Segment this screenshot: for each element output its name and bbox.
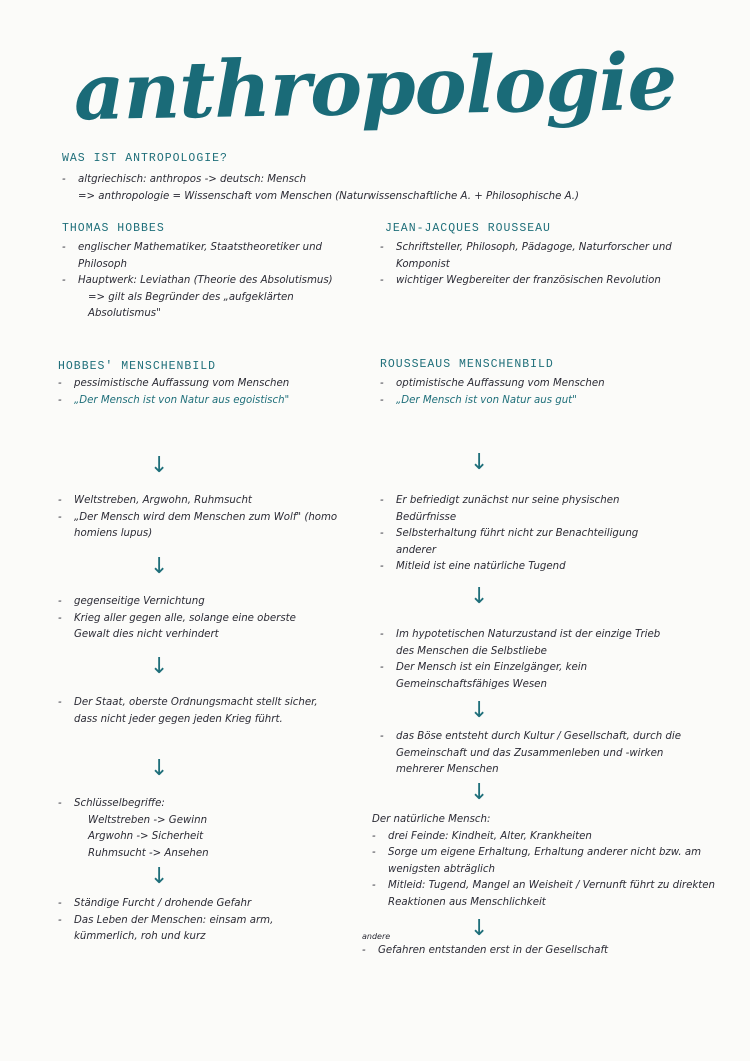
hobbes-b5-line: Weltstreben -> Gewinn: [88, 814, 208, 826]
hobbes-bio-item: Hauptwerk: Leviathan (Theorie des Absolutismus): [78, 275, 333, 286]
rousseau-heading: JEAN-JACQUES ROUSSEAU: [385, 222, 551, 235]
hobbes-b3-item: Krieg aller gegen alle, solange eine oberste Gewalt dies nicht verhindert: [74, 612, 296, 640]
rousseau-b3-item: Im hypotetischen Naturzustand ist der einzige Trieb des Menschen die Selbstliebe: [396, 629, 661, 657]
hobbes-block-4: - Der Staat, oberste Ordnungsmacht stellt sicher, dass nicht jeder gegen jeden Krieg führt.: [58, 697, 318, 725]
hobbes-b3-item: gegenseitige Vernichtung: [74, 596, 205, 607]
rousseau-bio: - Schriftsteller, Philosoph, Pädagoge, Naturforscher und Komponist - wichtiger Wegbereiter der französischen Revolution: [380, 242, 672, 286]
rousseau-b5-item: Sorge um eigene Erhaltung, Erhaltung anderer nicht bzw. am wenigsten abträglich: [388, 847, 702, 875]
hobbes-arrow-2: ↓: [150, 554, 169, 579]
hobbes-b4-item: Der Staat, oberste Ordnungsmacht stellt sicher, dass nicht jeder gegen jeden Krieg führt.: [74, 697, 318, 725]
hobbes-block-2: - Weltstreben, Argwohn, Ruhmsucht - „Der Mensch wird dem Menschen zum Wolf" (homo homiens lupus): [58, 495, 338, 539]
hobbes-bio-note: => gilt als Begründer des „aufgeklärten Absolutismus": [88, 291, 294, 319]
hobbes-arrow-1: ↓: [150, 453, 169, 478]
intro-heading: WAS IST ANTROPOLOGIE?: [62, 152, 228, 165]
hobbes-b5-line: Argwohn -> Sicherheit: [88, 831, 204, 842]
hobbes-block-6: - Ständige Furcht / drohende Gefahr - Das Leben der Menschen: einsam arm, kümmerlich, roh und kurz: [58, 898, 274, 942]
rousseau-b2-item: Mitleid ist eine natürliche Tugend: [396, 561, 566, 572]
hobbes-bio-item: englischer Mathematiker, Staatstheoretiker und Philosoph: [78, 242, 323, 270]
rousseau-bio-item: wichtiger Wegbereiter der französischen Revolution: [396, 275, 661, 286]
rousseau-block-3: - Im hypotetischen Naturzustand ist der einzige Trieb des Menschen die Selbstliebe - Der Mensch ist ein Einzelgänger, kein Gemeinschaftsfähiges Wesen: [380, 629, 661, 690]
rousseau-arrow-4: ↓: [470, 780, 489, 805]
rousseau-b6-item: Gefahren entstanden erst in der Gesellschaft: [378, 945, 609, 956]
hobbes-b5-line: Ruhmsucht -> Ansehen: [88, 847, 209, 859]
rousseau-b1-quote: „Der Mensch ist von Natur aus gut": [396, 394, 577, 406]
hobbes-bio: - englischer Mathematiker, Staatstheoretiker und Philosoph - Hauptwerk: Leviathan (Theorie des Absolutismus) => gilt als Begründer des „aufgeklärten Absolutismus": [62, 240, 347, 323]
hobbes-heading: THOMAS HOBBES: [62, 222, 165, 235]
hobbes-block-3: - gegenseitige Vernichtung - Krieg aller gegen alle, solange eine oberste Gewalt dies nicht verhindert: [58, 596, 296, 640]
rousseau-b4-item: das Böse entsteht durch Kultur / Gesellschaft, durch die Gemeinschaft und das Zusammenleben und -wirken mehrerer Menschen: [396, 731, 681, 775]
hobbes-b5-label: Schlüsselbegriffe:: [74, 798, 165, 809]
rousseau-b5-item: drei Feinde: Kindheit, Alter, Krankheiten: [388, 830, 592, 842]
intro-line-2: => anthropologie = Wissenschaft vom Menschen (Naturwissenschaftliche A. + Philosophische A.): [78, 190, 579, 202]
rousseau-block-6: - Gefahren entstanden erst in der Gesellschaft: [362, 945, 609, 956]
rousseau-block-2: - Er befriedigt zunächst nur seine physischen Bedürfnisse - Selbsterhaltung führt nicht zur Benachteiligung anderer - Mitleid ist eine natürliche Tugend: [380, 495, 639, 572]
hobbes-arrow-5: ↓: [150, 864, 169, 889]
rousseau-arrow-3: ↓: [470, 698, 489, 723]
rousseau-b5-label: Der natürliche Mensch:: [372, 814, 491, 825]
hobbes-arrow-3: ↓: [150, 654, 169, 679]
hobbes-b2-item: Weltstreben, Argwohn, Ruhmsucht: [74, 495, 252, 506]
hobbes-b2-item: „Der Mensch wird dem Menschen zum Wolf" (homo homiens lupus): [74, 511, 338, 539]
hobbes-menschenbild-heading: HOBBES' MENSCHENBILD: [58, 360, 217, 373]
hobbes-b1-item: pessimistische Auffassung vom Menschen: [74, 378, 290, 389]
rousseau-menschenbild-heading: ROUSSEAUS MENSCHENBILD: [380, 358, 554, 371]
hobbes-block-5: - Schlüsselbegriffe: Weltstreben -> Gewinn Argwohn -> Sicherheit Ruhmsucht -> Ansehen: [58, 796, 328, 862]
rousseau-block-5: Der natürliche Mensch: - drei Feinde: Kindheit, Alter, Krankheiten - Sorge um eigene Erhaltung, Erhaltung anderer nicht bzw. am wenigsten abträglich - Mitleid: Tugend, Mangel an Weisheit / Vernunft führt zu direkten Reaktionen aus Menschlichkeit: [372, 814, 715, 908]
hobbes-arrow-4: ↓: [150, 756, 169, 781]
hobbes-block-1: - pessimistische Auffassung vom Menschen - „Der Mensch ist von Natur aus egoistisch": [58, 378, 290, 406]
rousseau-arrow-1: ↓: [470, 450, 489, 475]
rousseau-block-4: - das Böse entsteht durch Kultur / Gesellschaft, durch die Gemeinschaft und das Zusammenleben und -wirken mehrerer Menschen: [380, 731, 681, 775]
rousseau-bio-item: Schriftsteller, Philosoph, Pädagoge, Naturforscher und Komponist: [396, 242, 672, 270]
intro-block: - altgriechisch: anthropos -> deutsch: Mensch => anthropologie = Wissenschaft vom Menschen (Naturwissenschaftliche A. + Philosophische A.): [62, 172, 702, 205]
rousseau-b5-item: Mitleid: Tugend, Mangel an Weisheit / Vernunft führt zu direkten Reaktionen aus Menschlichkeit: [388, 880, 715, 908]
rousseau-b3-item: Der Mensch ist ein Einzelgänger, kein Gemeinschaftsfähiges Wesen: [396, 662, 588, 690]
rousseau-block-1: - optimistische Auffassung vom Menschen - „Der Mensch ist von Natur aus gut": [380, 378, 605, 406]
rousseau-b2-item: Selbsterhaltung führt nicht zur Benachteiligung anderer: [396, 528, 639, 556]
rousseau-arrow-2: ↓: [470, 584, 489, 609]
hobbes-b6-item: Ständige Furcht / drohende Gefahr: [74, 898, 252, 909]
rousseau-b2-item: Er befriedigt zunächst nur seine physischen Bedürfnisse: [396, 495, 620, 523]
rousseau-b6-note: andere: [362, 932, 391, 941]
rousseau-arrow-5: ↓: [470, 916, 489, 941]
intro-line-1: altgriechisch: anthropos -> deutsch: Mensch: [78, 174, 307, 185]
page-title: anthropologie: [73, 36, 677, 139]
hobbes-b1-quote: „Der Mensch ist von Natur aus egoistisch": [74, 394, 290, 406]
hobbes-b6-item: Das Leben der Menschen: einsam arm, kümmerlich, roh und kurz: [74, 914, 274, 942]
rousseau-b1-item: optimistische Auffassung vom Menschen: [396, 378, 605, 389]
